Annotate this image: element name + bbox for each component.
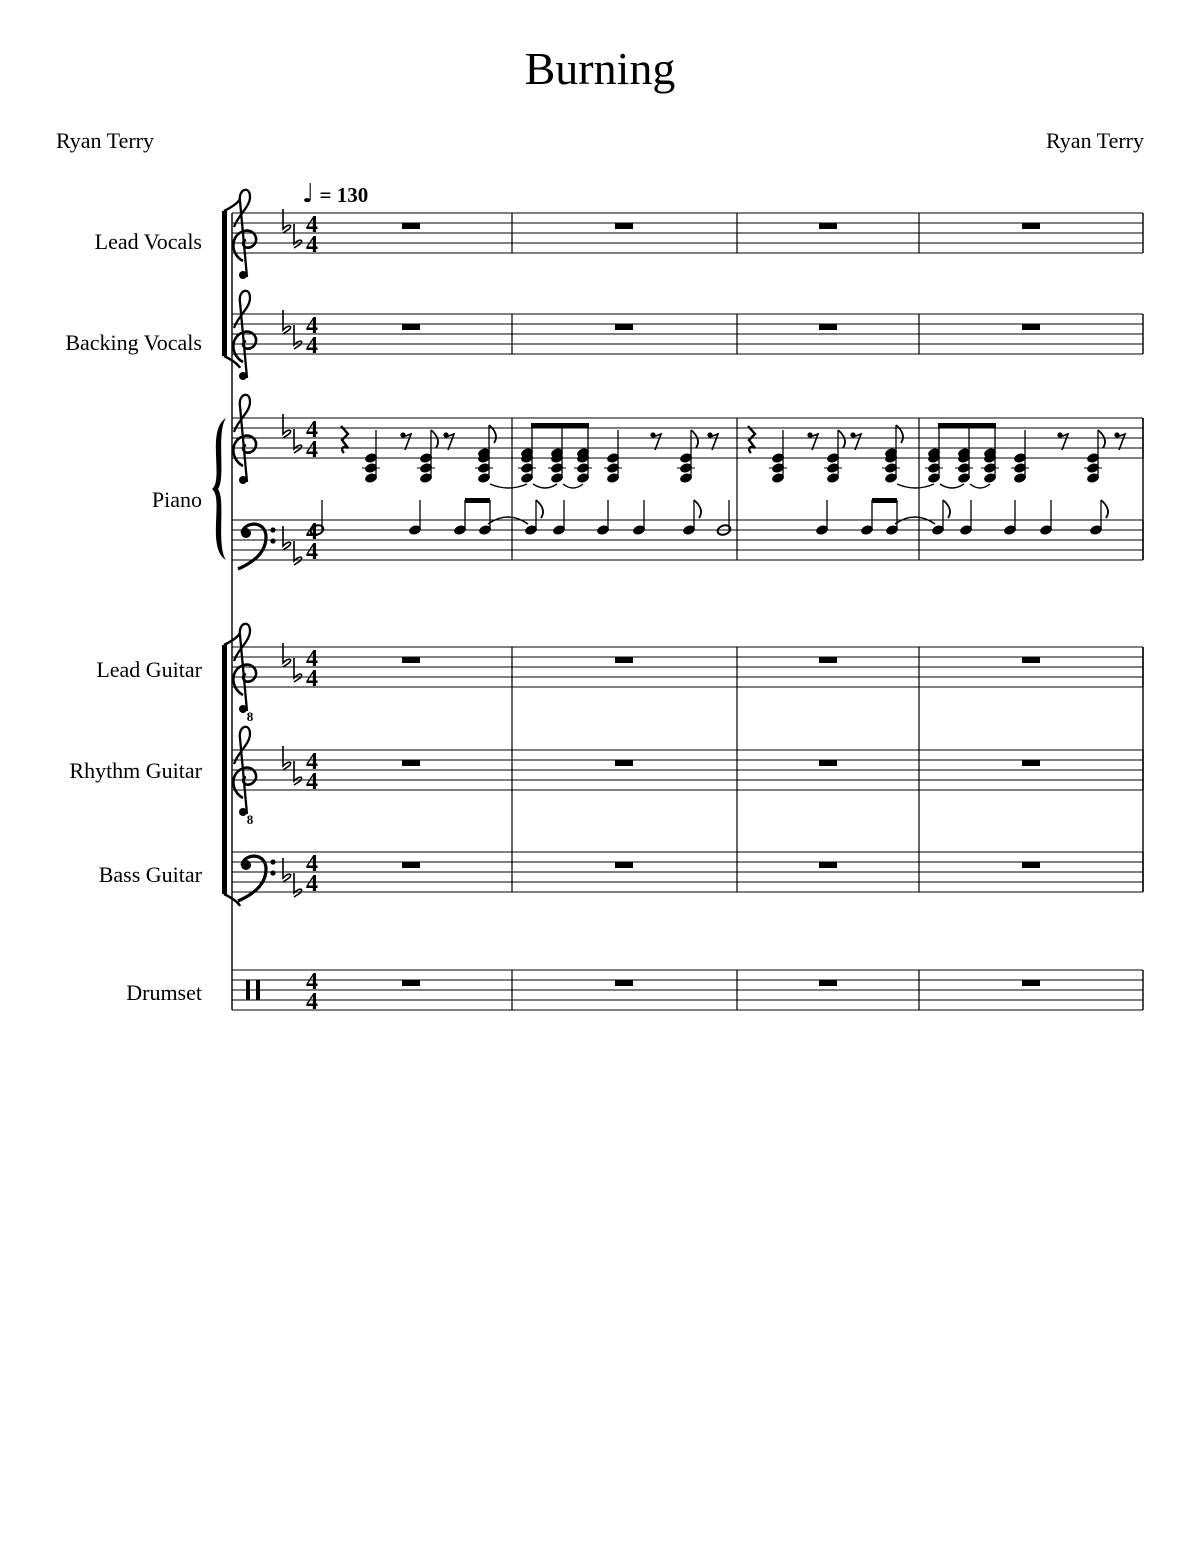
flat-icon [294,658,302,682]
tempo-value: = 130 [319,183,369,207]
tie [490,484,527,488]
note-flag [838,430,845,448]
note-flag [1101,500,1108,518]
tie [897,484,934,488]
whole-rest [615,980,633,986]
instrument-label-piano: Piano [151,487,202,512]
flat-icon [294,224,302,248]
treble-clef-icon [233,395,256,484]
guitars-bracket [222,645,227,894]
note-beam [938,423,996,428]
note-beam [872,498,897,503]
eighth-rest [1057,432,1068,450]
whole-rest [402,760,420,766]
whole-rest [615,223,633,229]
whole-rest [819,760,837,766]
time-signature-numerator: 4 [306,646,318,672]
eighth-rest [850,432,861,450]
time-signature-denominator: 4 [306,989,318,1015]
time-signature-numerator: 4 [306,851,318,877]
whole-rest [1022,223,1040,229]
flat-icon [294,429,302,453]
flat-icon [294,541,302,565]
note-flag [431,430,438,448]
whole-rest [1022,657,1040,663]
lyricist-credit: Ryan Terry [56,128,154,153]
quarter-rest [341,426,348,453]
time-signature-denominator: 4 [306,232,318,258]
time-signature-denominator: 4 [306,871,318,897]
time-signature-numerator: 4 [306,212,318,238]
whole-rest [615,324,633,330]
quarter-rest [748,426,755,453]
time-signature-denominator: 4 [306,539,318,565]
time-signature-numerator: 4 [306,969,318,995]
whole-rest [819,324,837,330]
tie [533,484,557,488]
tie [970,484,990,488]
piano-brace [212,418,226,560]
time-signature-denominator: 4 [306,666,318,692]
note-flag [943,500,950,518]
flat-icon [294,325,302,349]
whole-rest [819,862,837,868]
octave-marker: 8 [246,812,254,827]
time-signature-numerator: 4 [306,313,318,339]
whole-rest [1022,760,1040,766]
time-signature-denominator: 4 [306,333,318,359]
whole-rest [402,862,420,868]
eighth-rest [443,432,454,450]
whole-rest [1022,324,1040,330]
percussion-clef-icon [256,980,260,1000]
note-flag [1098,430,1105,448]
eighth-rest [707,432,718,450]
tie [563,484,583,488]
composer-credit: Ryan Terry [1046,128,1144,153]
whole-rest [402,657,420,663]
instrument-label-drumset: Drumset [126,980,202,1005]
percussion-clef-icon [246,980,250,1000]
whole-rest [402,324,420,330]
eighth-rest [650,432,661,450]
staves [212,190,1143,1010]
tie [940,484,964,488]
time-signature-numerator: 4 [306,519,318,545]
whole-rest [402,980,420,986]
instrument-label-lead-vocals: Lead Vocals [94,229,202,254]
time-signature-numerator: 4 [306,417,318,443]
bass-clef-icon [238,524,276,569]
eighth-rest [1114,432,1125,450]
score-title: Burning [524,43,676,94]
note-beam [465,498,490,503]
vocals-bracket [222,211,227,356]
treble-clef-icon [233,291,256,380]
time-signature-denominator: 4 [306,437,318,463]
instrument-label-bass-guitar: Bass Guitar [98,862,202,887]
eighth-rest [807,432,818,450]
instrument-label-rhythm-guitar: Rhythm Guitar [69,758,202,783]
eighth-rest [400,432,411,450]
treble-clef-icon [233,727,256,816]
instrument-label-lead-guitar: Lead Guitar [96,657,202,682]
whole-rest [615,657,633,663]
whole-rest [615,760,633,766]
piano-notes [309,423,1125,536]
bass-clef-icon [238,856,276,901]
flat-icon [294,873,302,897]
time-signature-numerator: 4 [306,749,318,775]
vocals-bracket [224,199,240,211]
note-flag [536,500,543,518]
whole-rest [819,657,837,663]
whole-rest [615,862,633,868]
instrument-label-backing-vocals: Backing Vocals [65,330,202,355]
octave-marker: 8 [246,709,254,724]
note-beam [531,423,589,428]
whole-rest [819,980,837,986]
quarter-note-icon: ♩ [302,179,315,209]
time-signatures [306,212,318,1015]
whole-rest [402,223,420,229]
whole-rest [819,223,837,229]
time-signature-denominator: 4 [306,769,318,795]
whole-rest [1022,980,1040,986]
flat-icon [294,761,302,785]
note-flag [694,500,701,518]
whole-rest [1022,862,1040,868]
note-flag [691,430,698,448]
